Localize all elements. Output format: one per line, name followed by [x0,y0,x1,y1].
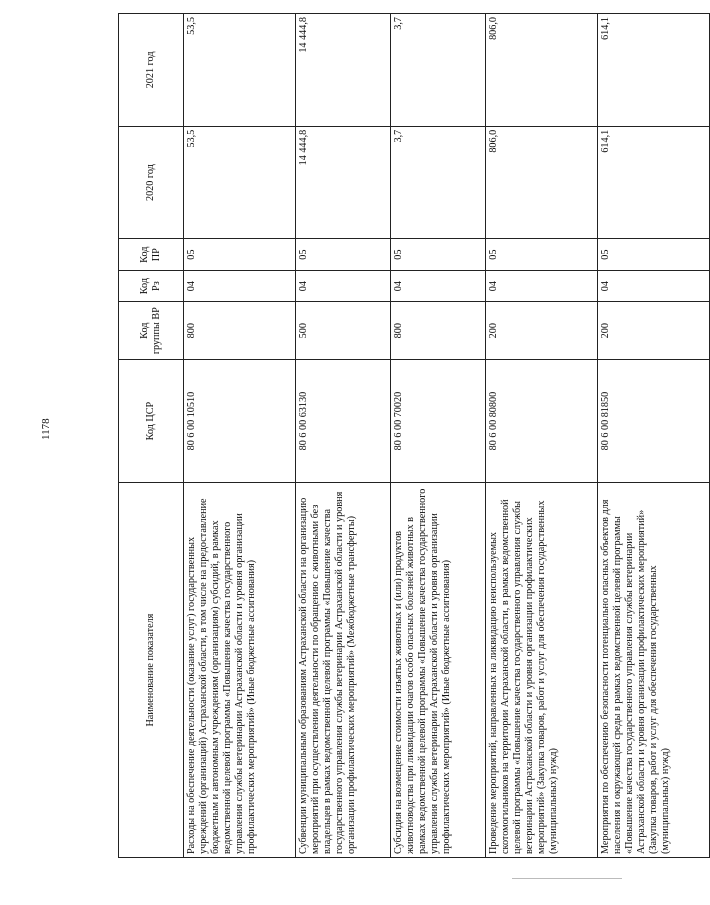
table-row [390,14,485,858]
row-pr: 05 [390,239,485,270]
table-row [296,14,391,858]
row-vr: 200 [597,302,709,360]
row-csr: 80 6 00 10510 [184,360,296,483]
row-value-2020: 53,5 [184,126,296,239]
row-rz: 04 [597,270,709,301]
row-pr: 05 [597,239,709,270]
header-name: Наименование показателя [119,483,184,858]
row-vr: 200 [485,302,597,360]
row-name: Субсидия на возмещение стоимости изъятых животных и (или) продуктов животноводства при ликвидации очагов особо опасных болезней животных в рамках ведомственной целевой программы «Повышение качества государственного управления службы ветеринарии Астраханской области и уровня организации профилактических мероприятий» (Иные бюджетные ассигнования) [390,483,485,858]
row-vr: 800 [390,302,485,360]
row-vr: 500 [296,302,391,360]
row-csr: 80 6 00 63130 [296,360,391,483]
row-value-2021: 806,0 [485,14,597,127]
row-name: Проведение мероприятий, направленных на ликвидацию неиспользуемых скотомогильников на территории Астраханской области, в рамках ведомственной целевой программы «Повышение качества государственного управления службы ветеринарии Астраханской области и уровня организации профилактических мероприятий» (Закупка товаров, работ и услуг для обеспечения государственных (муниципальных) нужд) [485,483,597,858]
header-2021: 2021 год [119,14,184,127]
row-value-2021: 14 444,8 [296,14,391,127]
scan-edge-line [512,878,622,879]
row-value-2021: 3,7 [390,14,485,127]
row-pr: 05 [184,239,296,270]
row-csr: 80 6 00 80800 [485,360,597,483]
row-csr: 80 6 00 81850 [597,360,709,483]
table-row [597,14,709,858]
row-name: Мероприятия по обеспечению безопасности потенциально опасных объектов для населения и окружающей среды в рамках ведомственной целевой программы «Повышение качества государственного управления службы ветеринарии Астраханской области и уровня организации профилактических мероприятий» (Закупка товаров, работ и услуг для обеспечения государственных (муниципальных) нужд) [597,483,709,858]
header-vr: Код группы ВР [119,302,184,360]
header-csr: Код ЦСР [119,360,184,483]
row-name: Расходы на обеспечение деятельности (оказание услуг) государственных учреждений (организаций) Астраханской области, в том числе на предоставление бюджетным и автономным учреждениям (организациям) субсидий, в рамках ведомственной целевой программы «Повышение качества государственного управления службы ветеринарии Астраханской области и уровня организации профилактических мероприятий» (Иные бюджетные ассигнования) [184,483,296,858]
row-value-2021: 53,5 [184,14,296,127]
row-value-2020: 614,1 [597,126,709,239]
row-value-2020: 3,7 [390,126,485,239]
table-header-row [119,14,184,858]
row-value-2020: 14 444,8 [296,126,391,239]
table-row [184,14,296,858]
header-rz: Код Рз [119,270,184,301]
row-pr: 05 [485,239,597,270]
rotated-table-container [118,13,710,858]
row-vr: 800 [184,302,296,360]
row-rz: 04 [390,270,485,301]
row-rz: 04 [184,270,296,301]
row-rz: 04 [296,270,391,301]
budget-table [118,13,710,858]
row-value-2021: 614,1 [597,14,709,127]
row-value-2020: 806,0 [485,126,597,239]
row-name: Субвенции муниципальным образованиям Астраханской области на организацию мероприятий при осуществлении деятельности по обращению с животными без владельцев в рамках ведомственной целевой программы «Повышение качества государственного управления службы ветеринарии Астраханской области и уровня организации профилактических мероприятий» (Межбюджетные трансферты) [296,483,391,858]
row-pr: 05 [296,239,391,270]
header-2020: 2020 год [119,126,184,239]
row-rz: 04 [485,270,597,301]
header-pr: Код ПР [119,239,184,270]
row-csr: 80 6 00 70020 [390,360,485,483]
page-number: 1178 [40,418,52,440]
table-row [485,14,597,858]
